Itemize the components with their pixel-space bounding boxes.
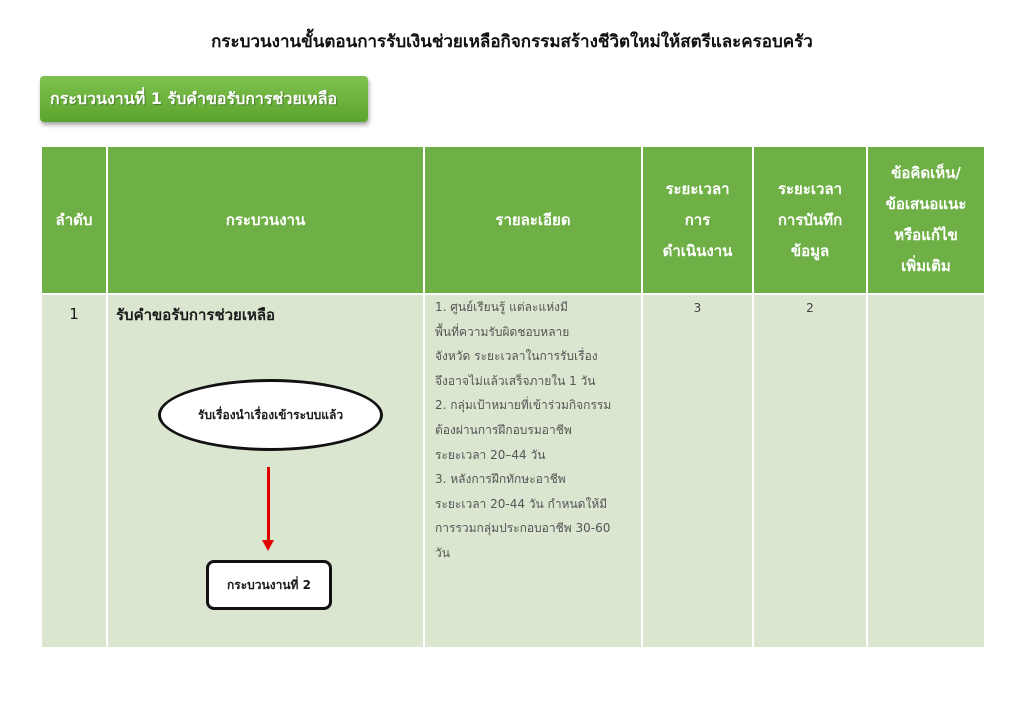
details-line: 2. กลุ่มเป้าหมายที่เข้าร่วมกิจกรรม: [435, 398, 612, 413]
flow-arrowhead-icon: [262, 540, 274, 551]
details-line: 1. ศูนย์เรียนรู้ แต่ละแห่งมี: [435, 300, 568, 314]
details-line: วัน: [435, 545, 450, 560]
header-details: รายละเอียด: [424, 146, 642, 294]
flow-next-process-label: กระบวนงานที่ 2: [227, 577, 311, 592]
details-line: ระยะเวลา 20–44 วัน: [435, 447, 546, 462]
flow-next-process-box: [206, 560, 332, 610]
document-title: กระบวนงานขั้นตอนการรับเงินช่วยเหลือกิจกรรมสร้างชีวิตใหม่ให้สตรีและครอบครัว: [211, 32, 813, 52]
section-tab-label: กระบวนงานที่ 1 รับคำขอรับการช่วยเหลือ: [50, 88, 338, 108]
process-step-title: รับคำขอรับการช่วยเหลือ: [116, 306, 276, 324]
cell-duration-record: [753, 294, 867, 648]
header-comments: ข้อคิดเห็น/ ข้อเสนอแนะ หรือแก้ไข เพิ่มเติม: [867, 146, 985, 294]
cell-details: [424, 294, 642, 648]
header-duration-exec: ระยะเวลา การ ดำเนินงาน: [642, 146, 753, 294]
cell-duration-exec: [642, 294, 753, 648]
header-duration-record: ระยะเวลา การบันทึก ข้อมูล: [753, 146, 867, 294]
flowchart: [108, 327, 423, 627]
details-line: จึงอาจไม่แล้วเสร็จภายใน 1 วัน: [435, 373, 596, 388]
duration-exec-value: 3: [693, 301, 702, 315]
cell-order: [41, 294, 107, 648]
cell-process: [107, 294, 424, 648]
details-line: การรวมกลุ่มประกอบอาชีพ 30-60: [435, 521, 611, 536]
details-text: [425, 295, 641, 566]
table-row: [41, 294, 985, 648]
header-order: ลำดับ: [41, 146, 107, 294]
flow-start-label: รับเรื่องนำเรื่องเข้าระบบแล้ว: [197, 407, 344, 422]
section-tab: [40, 76, 368, 122]
details-line: ต้องผ่านการฝึกอบรมอาชีพ: [435, 422, 572, 437]
cell-comments: [867, 294, 985, 648]
details-line: พื้นที่ความรับผิดชอบหลาย: [435, 324, 570, 339]
duration-record-value: 2: [806, 301, 814, 315]
details-line: ระยะเวลา 20-44 วัน กำหนดให้มี: [435, 496, 608, 511]
details-line: จังหวัด ระยะเวลาในการรับเรื่อง: [435, 349, 598, 364]
process-table: [40, 145, 986, 649]
flow-arrow-icon: [267, 467, 270, 543]
row-order-number: 1: [69, 305, 79, 323]
table-header-row: [41, 146, 985, 294]
flow-start-ellipse: [158, 379, 383, 451]
details-line: 3. หลังการฝึกทักษะอาชีพ: [435, 472, 566, 487]
header-process: กระบวนงาน: [107, 146, 424, 294]
